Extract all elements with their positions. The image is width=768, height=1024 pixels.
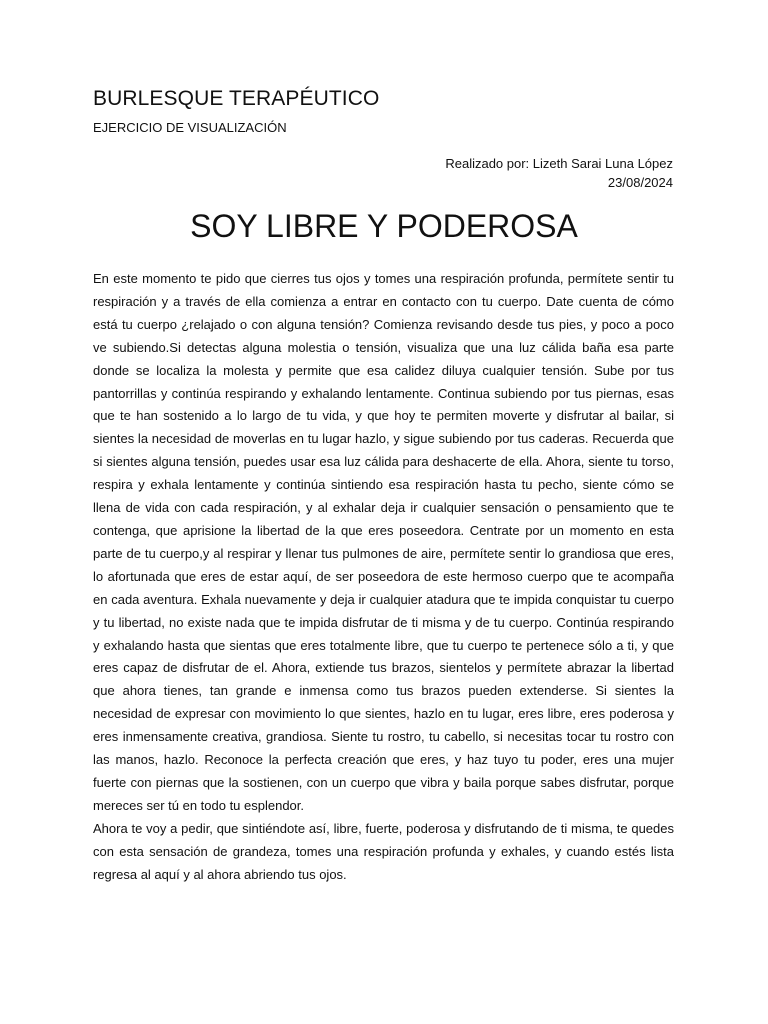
author-line: Realizado por: Lizeth Sarai Luna López xyxy=(445,156,673,171)
main-heading: SOY LIBRE Y PODEROSA xyxy=(190,208,578,244)
body-text xyxy=(93,268,674,886)
document-date: 23/08/2024 xyxy=(607,175,673,190)
paragraph: Ahora te voy a pedir, que sintiéndote así, libre, fuerte, poderosa y disfrutando de ti misma, te quedes con esta sensación de grandeza, tomes una respiración profunda y exhales, y cuando estés lista regresa al aquí y al ahora abriendo tus ojos. xyxy=(93,820,674,882)
author-block xyxy=(445,154,673,192)
document-subtitle: EJERCICIO DE VISUALIZACIÓN xyxy=(93,120,287,135)
document-title: BURLESQUE TERAPÉUTICO xyxy=(93,87,380,110)
paragraph: En este momento te pido que cierres tus ojos y tomes una respiración profunda, permítete sentir tu respiración y a través de ella comienza a entrar en contacto con tu cuerpo. Date cuenta de cómo está tu cuerpo ¿relajado o con alguna tensión? Comienza revisando desde tus pies, y poco a poco ve subiendo.Si detectas alguna molestia o tensión, visualiza que una luz cálida baña esa parte donde se localiza la molesta y permite que esa calidez diluya cualquier tensión. Sube por tus pantorrillas y continúa respirando y exhalando lentamente. Continua subiendo por tus piernas, esas que te han sostenido a lo largo de tu vida, y que hoy te permiten moverte y disfrutar al bailar, si sientes la necesidad de moverlas en tu lugar hazlo, y sigue subiendo por tus caderas. Recuerda que si sientes alguna tensión, puedes usar esa luz cálida para deshacerte de ella. Ahora, siente tu torso, respira y exhala lentamente y continúa sintiendo esa respiración hasta tu pecho, siente cómo se llena de vida con cada respiración, y al exhalar deja ir cualquier sensación o pensamiento que te contenga, que aprisione la libertad de la que eres poseedora. Centrate por un momento en esta parte de tu cuerpo,y al respirar y llenar tus pulmones de aire, permítete sentir lo grandiosa que eres, lo afortunada que eres de estar aquí, de ser poseedora de este hermoso cuerpo que te acompaña en cada aventura. Exhala nuevamente y deja ir cualquier atadura que te impida conquistar tu cuerpo y tu libertad, no existe nada que te impida disfrutar de ti misma y de tu cuerpo. Continúa respirando y exhalando hasta que sientas que eres totalmente libre, que tu cuerpo te pertenece sólo a ti, y que eres capaz de disfrutar de el. Ahora, extiende tus brazos, sientelos y permítete abrazar la libertad que ahora tienes, tan grande e inmensa como tus brazos pueden extenderse. Si sientes la necesidad de expresar con movimiento lo que sientes, hazlo en tu lugar, eres libre, eres poderosa y eres inmensamente creativa, grandiosa. Siente tu rostro, tu cabello, si necesitas tocar tu rostro con las manos, hazlo. Reconoce la perfecta creación que eres, y haz tuyo tu poder, eres una mujer fuerte con piernas que la sostienen, con un cuerpo que vibra y baila porque sabes disfrutar, porque mereces ser tú en todo tu esplendor. xyxy=(93,271,674,813)
